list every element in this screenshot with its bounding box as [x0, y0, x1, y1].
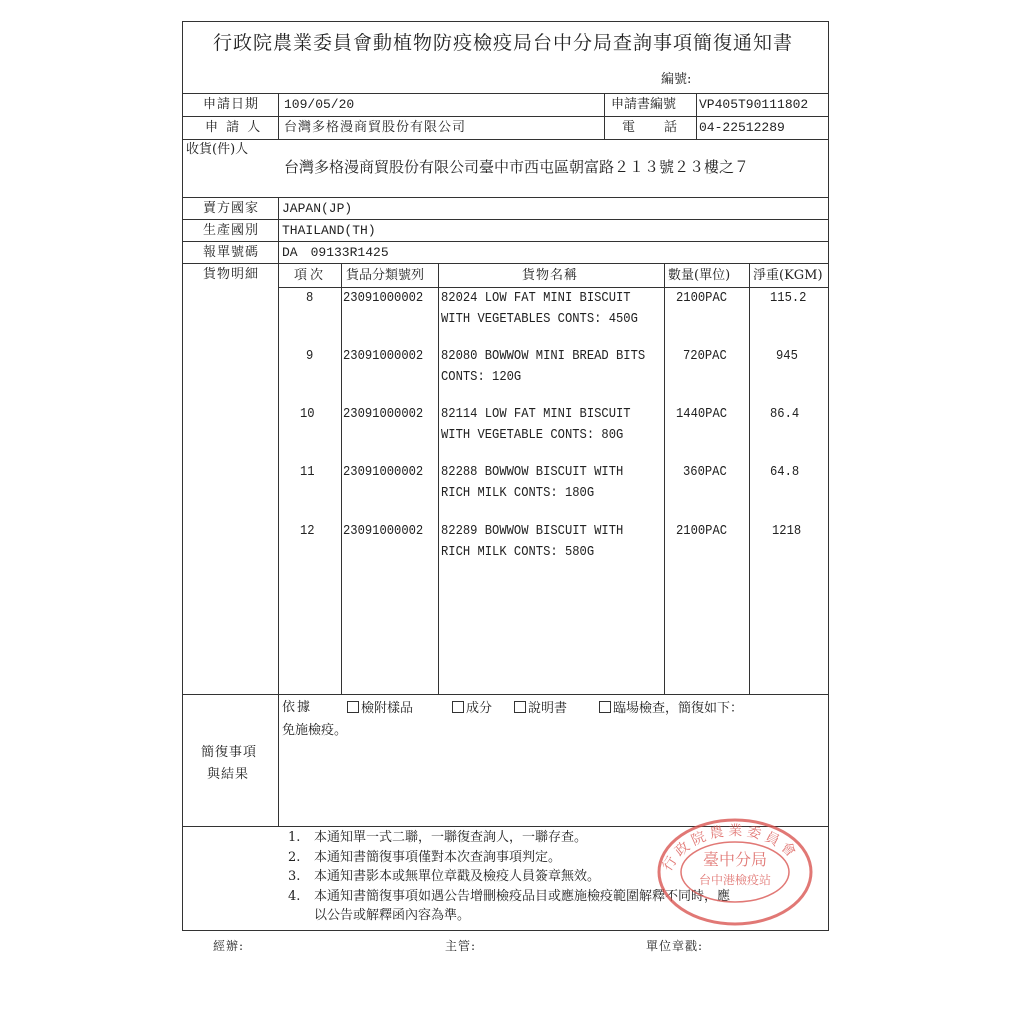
reply-result: 免施檢疫。: [282, 723, 348, 738]
row-name: 82114 LOW FAT MINI BISCUIT WITH VEGETABLE CONTS: 80G: [441, 407, 631, 443]
row-no: 12: [300, 524, 315, 539]
apply-date-label: 申請日期: [203, 97, 260, 112]
row-code: 23091000002: [343, 465, 424, 480]
row-weight: 115.2: [770, 291, 807, 306]
col-header-weight: 淨重(KGM): [753, 268, 823, 283]
footer-supervisor: 主管:: [445, 939, 477, 953]
origin: THAILAND(TH): [282, 223, 376, 238]
row-name: 82288 BOWWOW BISCUIT WITH RICH MILK CONTS: 180G: [441, 465, 624, 501]
row-code: 23091000002: [343, 291, 424, 306]
declaration: DA 09133R1425: [282, 245, 389, 260]
row-weight: 945: [776, 349, 798, 364]
seal-outer-text: 行政院農業委員會: [659, 823, 802, 875]
phone: 04-22512289: [699, 120, 785, 135]
option-ingredients[interactable]: [452, 701, 492, 715]
row-weight: 64.8: [770, 465, 800, 480]
row-code: 23091000002: [343, 524, 424, 539]
applicant-label: 申 請 人: [205, 120, 263, 135]
row-code: 23091000002: [343, 349, 424, 364]
option-sample[interactable]: [347, 701, 413, 715]
row-qty: 720PAC: [683, 349, 727, 364]
seal-line-1: 臺中分局: [702, 850, 768, 869]
option-manual-label: 說明書: [528, 701, 568, 716]
seller-country-label: 賣方國家: [203, 201, 260, 216]
row-qty: 1440PAC: [676, 407, 728, 422]
reply-section-label-2: 與結果: [207, 767, 250, 782]
seal-line-2: 台中港檢疫站: [698, 873, 772, 887]
row-code: 23091000002: [343, 407, 424, 422]
note-num: 2.: [288, 850, 301, 865]
option-manual[interactable]: [514, 701, 567, 715]
phone-label: 電 話: [622, 120, 679, 135]
origin-label: 生產國別: [203, 223, 260, 238]
row-no: 9: [306, 349, 314, 364]
reply-basis: 依據: [282, 700, 313, 715]
checkbox-onsite[interactable]: [599, 701, 611, 713]
row-qty: 2100PAC: [676, 524, 728, 539]
row-no: 10: [300, 407, 315, 422]
option-onsite[interactable]: [599, 701, 743, 715]
seller-country: JAPAN(JP): [282, 201, 353, 216]
goods-section-label: 貨物明細: [203, 267, 260, 282]
document-title: 行政院農業委員會動植物防疫檢疫局台中分局查詢事項簡復通知書: [213, 32, 794, 54]
row-name: 82080 BOWWOW MINI BREAD BITS CONTS: 120G: [441, 349, 646, 385]
apply-date: 109/05/20: [284, 97, 355, 112]
row-no: 11: [300, 465, 315, 480]
row-name: 82289 BOWWOW BISCUIT WITH RICH MILK CONTS: 580G: [441, 524, 624, 560]
declaration-label: 報單號碼: [203, 245, 260, 260]
serial-label: 編號:: [661, 72, 692, 87]
reply-section-label-1: 簡復事項: [201, 745, 258, 760]
row-weight: 1218: [772, 524, 802, 539]
row-no: 8: [306, 291, 314, 306]
col-header-qty: 數量(單位): [668, 268, 731, 283]
note-text: 本通知書簡復事項僅對本次查詢事項判定。: [314, 850, 562, 865]
col-header-name: 貨物名稱: [522, 268, 579, 283]
applicant: 台灣多格漫商貿股份有限公司: [284, 120, 467, 135]
checkbox-sample[interactable]: [347, 701, 359, 713]
option-ingredients-label: 成分: [466, 701, 493, 716]
note-text: 本通知書影本或無單位章戳及檢疫人員簽章無效。: [314, 869, 601, 884]
app-no-label: 申請書編號: [611, 97, 677, 112]
official-seal: [650, 810, 820, 930]
note-text: 以公告或解釋函內容為準。: [314, 908, 471, 923]
col-header-no: 項次: [294, 268, 327, 283]
note-num: 1.: [288, 830, 301, 845]
consignee: 台灣多格漫商貿股份有限公司臺中市西屯區朝富路２１３號２３樓之７: [284, 158, 750, 176]
option-onsite-label: 臨場檢查，簡復如下：: [613, 701, 744, 716]
col-header-code: 貨品分類號列: [346, 268, 425, 283]
row-qty: 360PAC: [683, 465, 727, 480]
checkbox-manual[interactable]: [514, 701, 526, 713]
note-num: 3.: [288, 869, 301, 884]
row-qty: 2100PAC: [676, 291, 728, 306]
checkbox-ingredients[interactable]: [452, 701, 464, 713]
note-num: 4.: [288, 889, 301, 904]
row-name: 82024 LOW FAT MINI BISCUIT WITH VEGETABLES CONTS: 450G: [441, 291, 638, 327]
note-text: 本通知單一式二聯，一聯復查詢人，一聯存查。: [314, 830, 588, 845]
option-sample-label: 檢附樣品: [361, 701, 414, 716]
footer-unit-stamp: 單位章戳:: [646, 939, 704, 953]
note-text: 本通知書簡復事項如遇公告增刪檢疫品目或應施檢疫範圍解釋不同時，應: [314, 889, 731, 904]
footer-handler: 經辦:: [213, 939, 245, 953]
consignee-label: 收貨(件)人: [186, 142, 249, 157]
row-weight: 86.4: [770, 407, 800, 422]
app-no: VP405T90111802: [699, 97, 809, 112]
